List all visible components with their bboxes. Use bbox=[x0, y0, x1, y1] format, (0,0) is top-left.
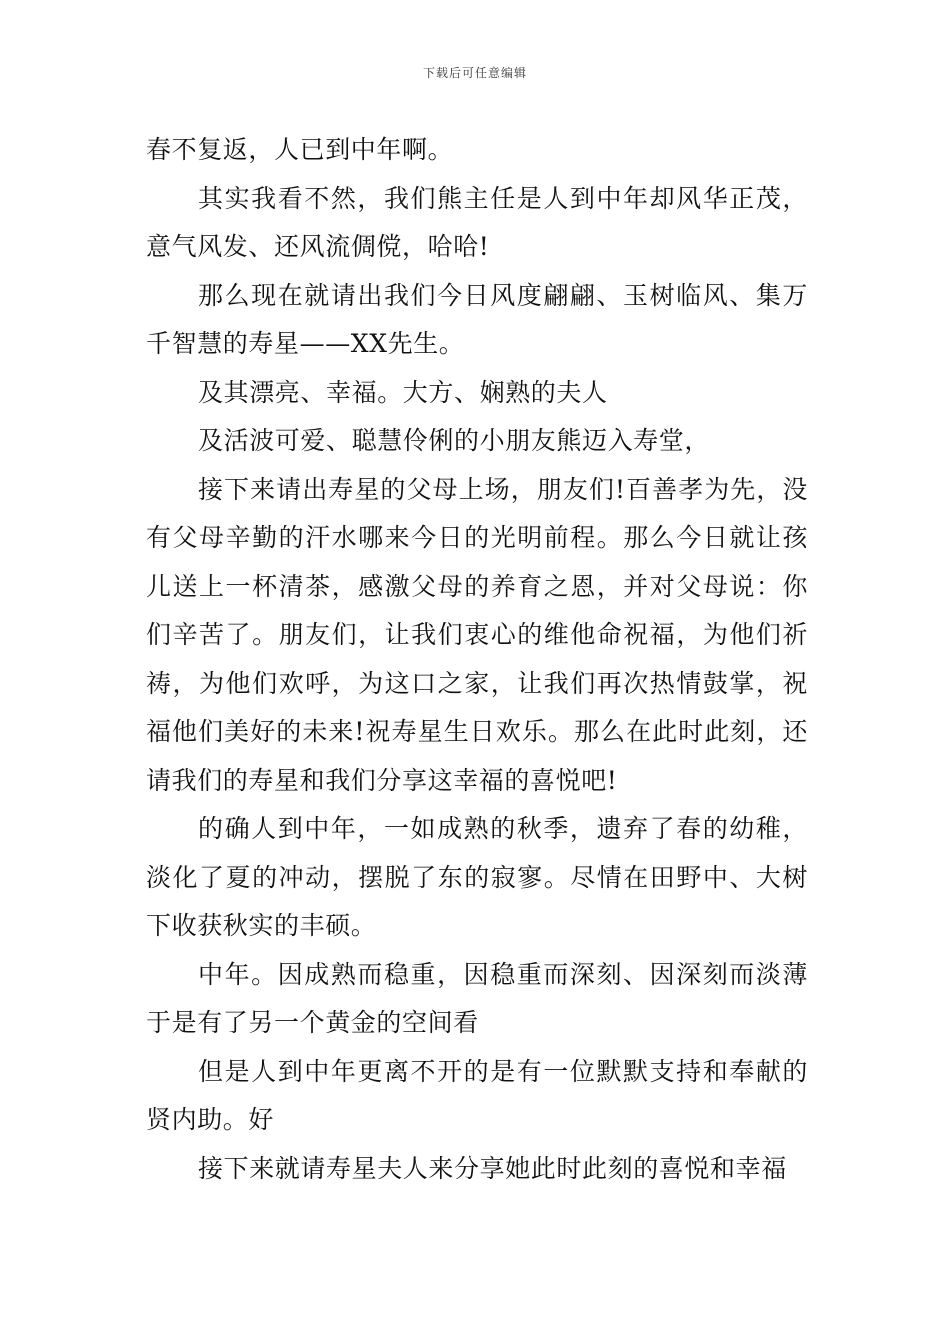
page-header-note: 下载后可任意编辑 bbox=[422, 66, 527, 80]
paragraph: 及活波可爱、聪慧伶俐的小朋友熊迈入寿堂， bbox=[198, 426, 711, 455]
paragraph: 接下来请出寿星的父母上场，朋友们!百善孝为先，没有父母辛勤的汗水哪来今日的光明前程。那么今日就让孩儿送上一杯清茶，感激父母的养育之恩，并对父母说：你们辛苦了。朋友们，让我们衷心的维他命祝福，为他们祈祷，为他们欢呼，为这口之家，让我们再次热情鼓掌，祝福他们美好的未来!祝寿星生日欢乐。那么在此时此刻，还请我们的寿星和我们分享这幸福的喜悦吧! bbox=[146, 474, 808, 795]
paragraph: 的确人到中年，一如成熟的秋季，遗弃了春的幼稚，淡化了夏的冲动，摆脱了东的寂寥。尽情在田野中、大树下收获秋实的丰硕。 bbox=[146, 814, 808, 940]
paragraph: 中年。因成熟而稳重，因稳重而深刻、因深刻而淡薄于是有了另一个黄金的空间看 bbox=[146, 959, 808, 1037]
document-body bbox=[146, 126, 808, 1193]
paragraph: 其实我看不然，我们熊主任是人到中年却风华正茂，意气风发、还风流倜傥，哈哈! bbox=[146, 183, 808, 261]
paragraph: 接下来就请寿星夫人来分享她此时此刻的喜悦和幸福 bbox=[198, 1153, 787, 1183]
paragraph: 但是人到中年更离不开的是有一位默默支持和奉献的贤内助。好 bbox=[146, 1056, 808, 1134]
paragraph: 春不复返，人已到中年啊。 bbox=[146, 135, 454, 164]
paragraph: 那么现在就请出我们今日风度翩翩、玉树临风、集万千智慧的寿星——XX先生。 bbox=[146, 280, 808, 358]
paragraph: 及其漂亮、幸福。大方、娴熟的夫人 bbox=[198, 377, 608, 407]
